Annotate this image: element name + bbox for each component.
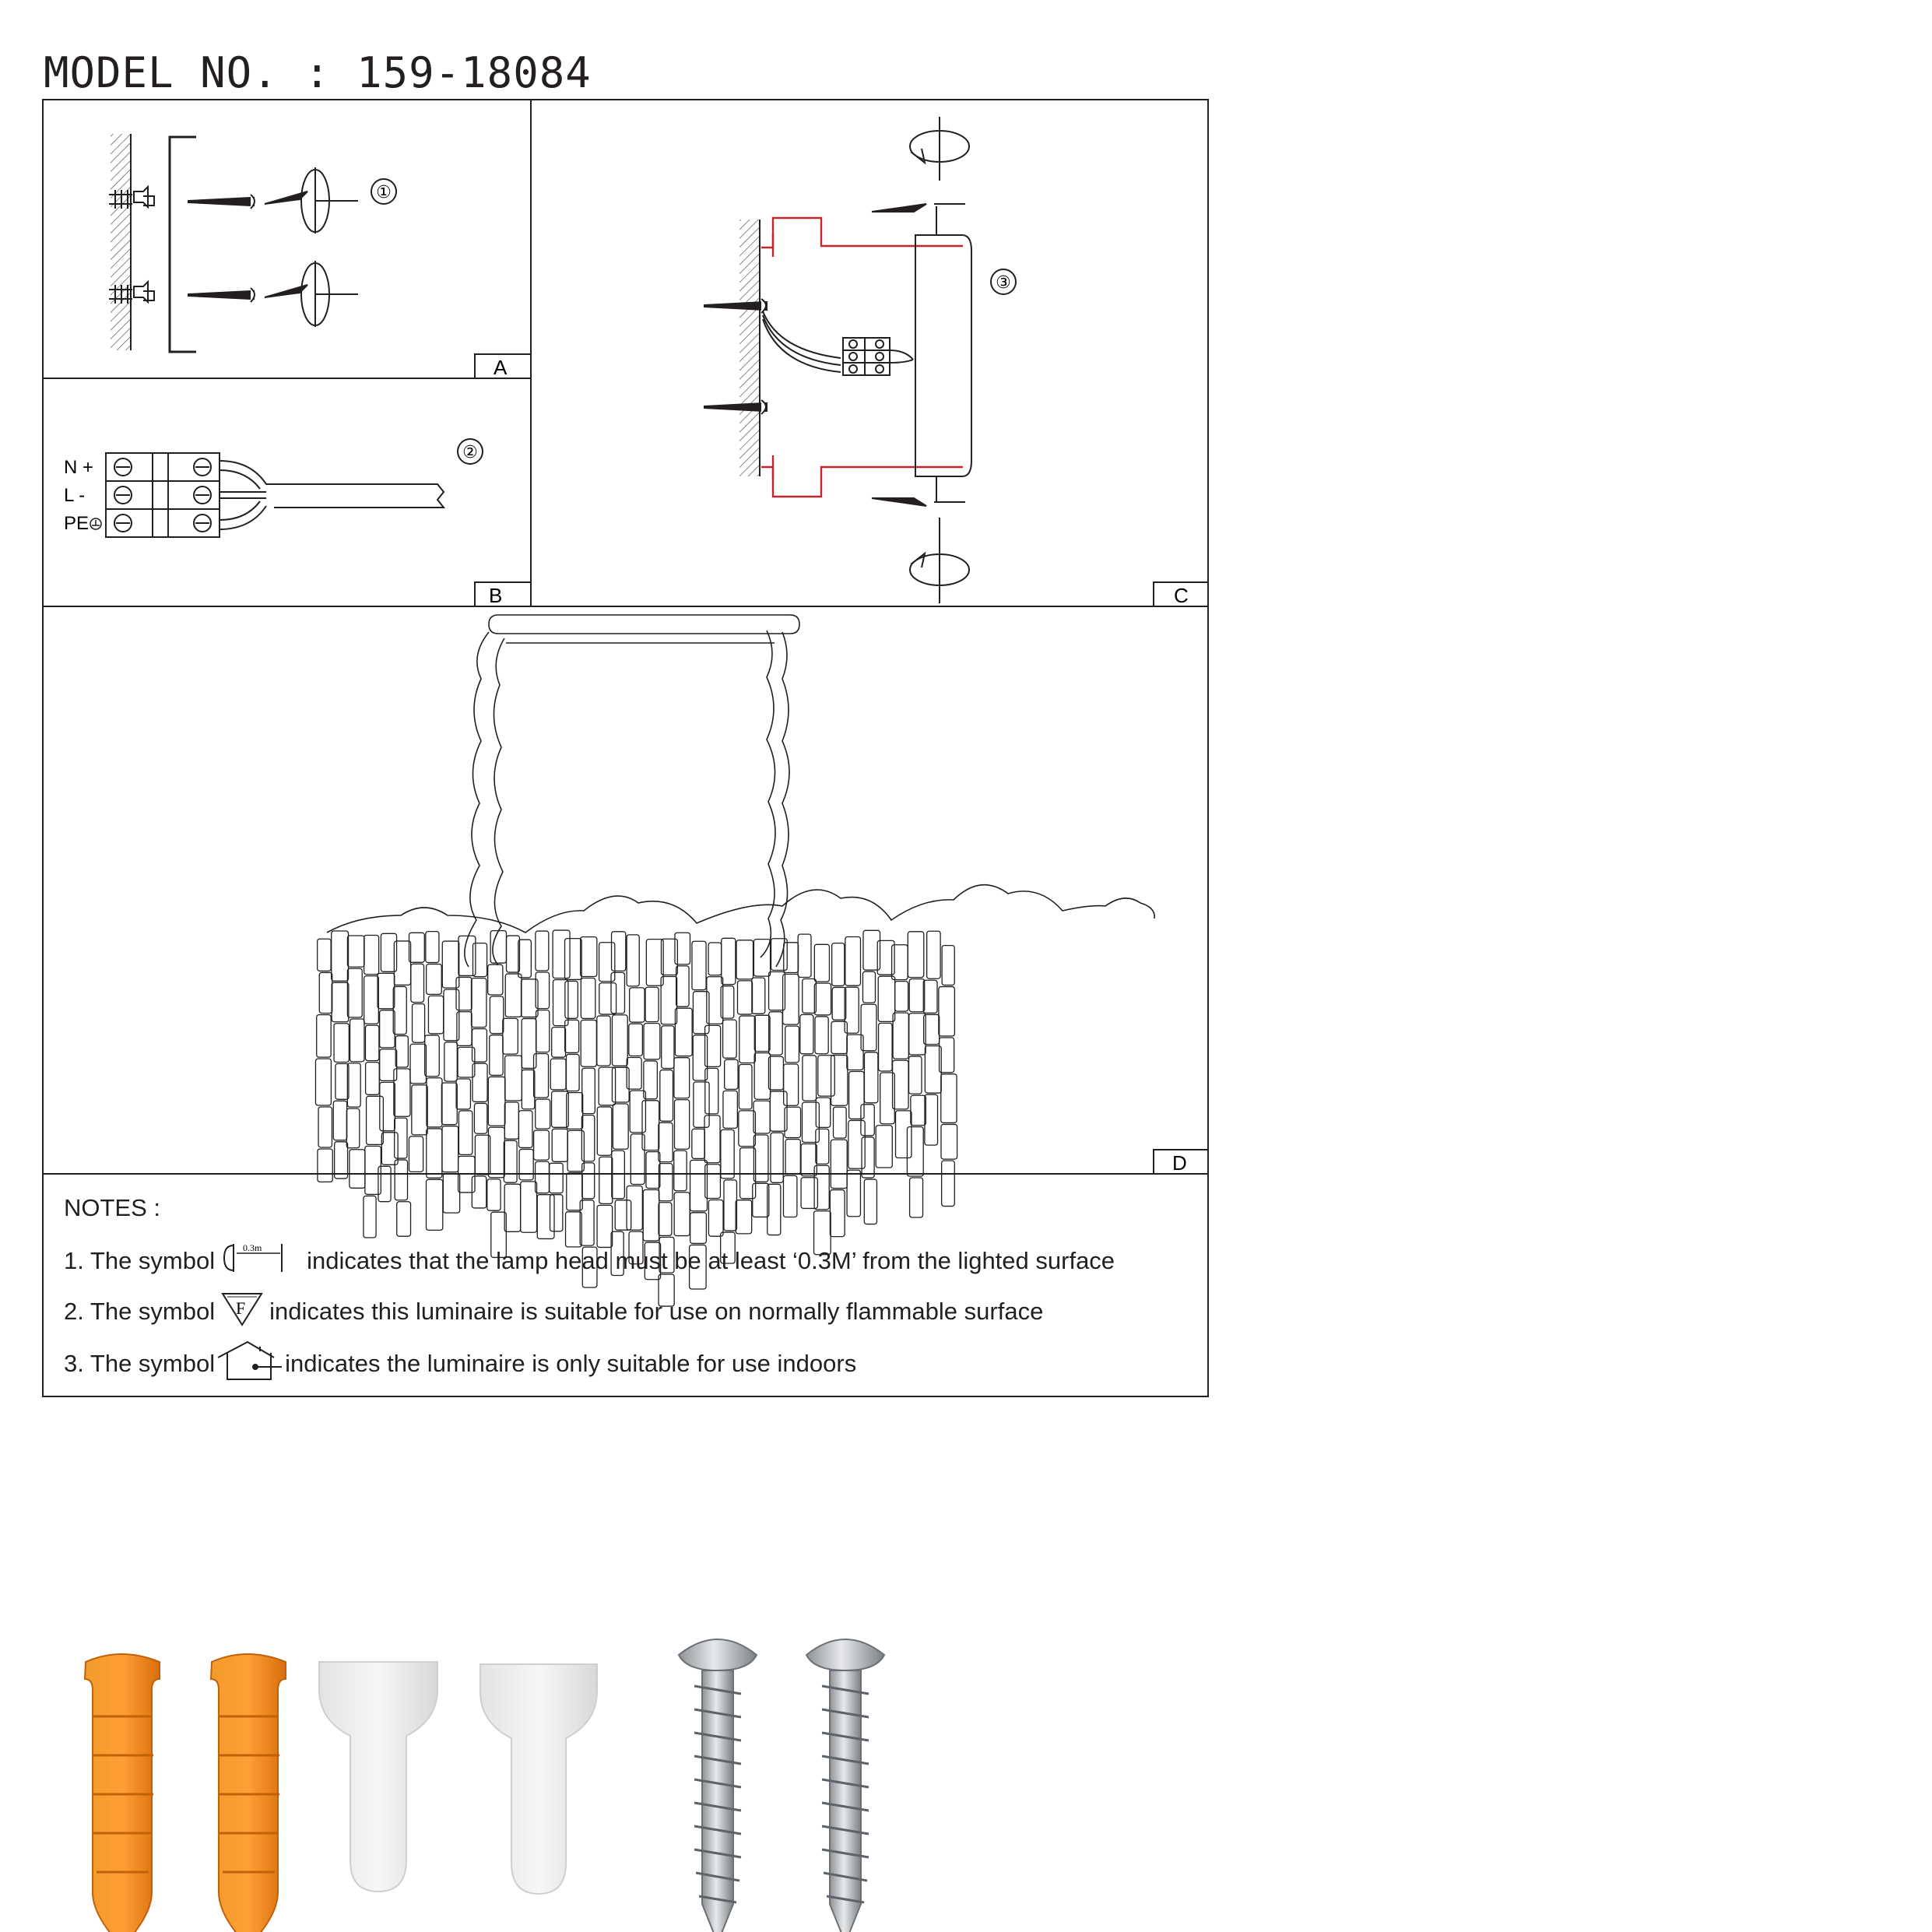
distance-0.3m-icon <box>220 1241 288 1281</box>
panel-c <box>704 117 1016 603</box>
hardware-kit <box>85 1639 884 1932</box>
indoor-house-icon <box>216 1340 283 1387</box>
note-prefix: 1. The symbol <box>64 1247 216 1274</box>
canopy <box>915 235 971 476</box>
note-item <box>64 1340 856 1387</box>
step-2-label: ② <box>462 443 478 462</box>
note-prefix: 2. The symbol <box>64 1298 216 1325</box>
cable-icon <box>220 461 444 529</box>
earth-icon <box>90 518 101 529</box>
notes-title: NOTES : <box>64 1194 161 1221</box>
panel-c-letter: C <box>1174 584 1189 607</box>
terminal-label-l: L - <box>64 485 86 506</box>
svg-text:F: F <box>236 1298 246 1318</box>
note-item <box>64 1291 1043 1333</box>
wire-connector-cap-icon <box>480 1664 597 1894</box>
chandelier-drawing <box>327 615 1154 967</box>
notes-section <box>42 1175 1202 1396</box>
wire-connector-cap-icon <box>319 1662 437 1892</box>
screw-icon <box>806 1639 884 1932</box>
terminal-block-icon <box>106 453 220 537</box>
wall-plug-icon <box>211 1654 286 1932</box>
panel-a-letter: A <box>494 356 508 379</box>
wall-plug-icon <box>85 1654 160 1932</box>
step-3-label: ③ <box>996 273 1011 293</box>
terminal-block-icon <box>843 338 890 375</box>
model-number: MODEL NO. : 159-18084 <box>44 48 592 97</box>
note-item <box>64 1241 1115 1281</box>
panel-b <box>106 439 483 537</box>
note-prefix: 3. The symbol <box>64 1350 216 1377</box>
rotation-arrow-icon <box>265 167 358 327</box>
flammable-surface-F-icon <box>220 1291 265 1333</box>
screw-icon <box>188 195 255 302</box>
panel-b-letter: B <box>489 584 503 607</box>
terminal-label-n: N + <box>64 457 94 478</box>
note-text: indicates the luminaire is only suitable for use indoors <box>285 1350 857 1377</box>
step-1-label: ① <box>376 183 392 202</box>
terminal-label-pe: PE <box>64 513 90 534</box>
panel-a <box>109 134 396 352</box>
screw-icon <box>679 1639 757 1932</box>
svg-text:0.3m: 0.3m <box>243 1242 262 1253</box>
note-text: indicates that the lamp head must be at least ‘0.3M’ from the lighted surface <box>307 1247 1115 1274</box>
note-text: indicates this luminaire is suitable for use on normally flammable surface <box>269 1298 1044 1325</box>
panel-d-letter: D <box>1172 1151 1187 1175</box>
